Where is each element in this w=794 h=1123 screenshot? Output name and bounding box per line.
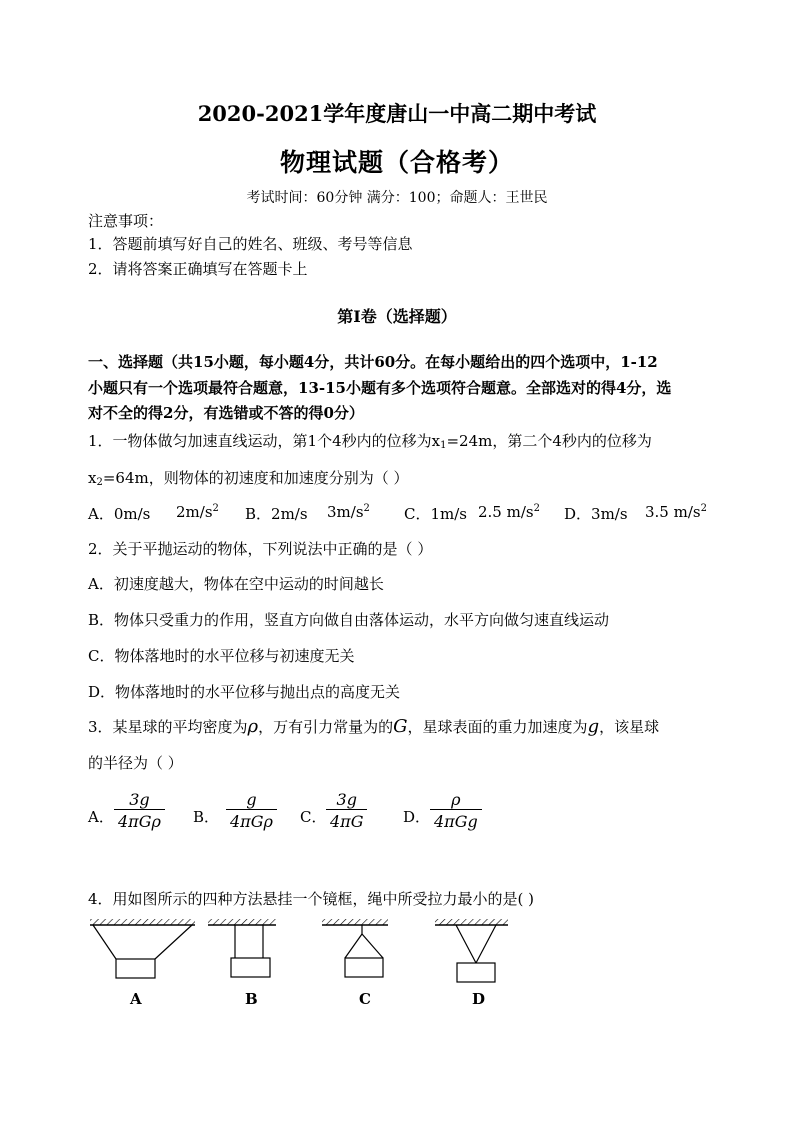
rope-left: [93, 925, 116, 959]
q4-figure-a: [90, 919, 195, 978]
section-instruction-line-1: 一、选择题（共15小题，每小题4分，共计60分。在每小题给出的四个选项中，1-12: [88, 353, 658, 371]
q3-option-b-numerator: g: [246, 790, 257, 809]
exam-meta: 考试时间：60分钟 满分：100；命题人：王世民: [246, 190, 548, 206]
note-item-1: 1．答题前填写好自己的姓名、班级、考号等信息: [88, 235, 413, 253]
q2-option-c: C．物体落地时的水平位移与初速度无关: [88, 647, 355, 665]
frame-box: [457, 963, 495, 982]
ceiling-hatch: [208, 919, 276, 925]
q3-option-c-denominator: 4πG: [326, 809, 367, 831]
rope-right: [476, 925, 496, 963]
q4-figure-label-b: B: [245, 990, 258, 1008]
q1-option-b-value: $3m/s^2$: [327, 503, 370, 521]
q3-option-b-fraction: [226, 790, 277, 831]
q1-option-b: B．2m/s: [245, 505, 308, 523]
q3-option-b-denominator: 4πGρ: [226, 809, 277, 831]
q3-option-d-label: D．: [403, 808, 431, 826]
q3-option-a-fraction: [114, 790, 165, 831]
q3-option-b-label: B．: [193, 808, 220, 826]
q1-option-c: C．1m/s: [404, 505, 467, 523]
note-item-2: 2．请将答案正确填写在答题卡上: [88, 260, 308, 278]
q1-option-a: A．0m/s: [88, 505, 151, 523]
q1-stem-line-1: 1．一物体做匀加速直线运动，第1个4秒内的位移为$x_1=24m$，第二个4秒内的位移为: [88, 432, 652, 451]
exam-subtitle: 物理试题（合格考）: [279, 148, 514, 177]
notes-heading: 注意事项：: [88, 212, 164, 230]
frame-box: [345, 958, 383, 977]
q3-option-a-numerator: 3g: [129, 790, 150, 809]
q3-stem-line-2: 的半径为（ ）: [88, 754, 183, 772]
q3-option-c-fraction: [326, 790, 367, 831]
section-instruction-line-3: 对不全的得2分，有选错或不答的得0分）: [88, 404, 364, 422]
q4-figure-d: [435, 919, 508, 982]
q4-figure: [85, 918, 515, 993]
q3-option-a-label: A．: [88, 808, 114, 826]
q4-figure-label-a: A: [130, 990, 142, 1008]
rope-left: [345, 934, 362, 958]
q2-option-a: A．初速度越大，物体在空中运动的时间越长: [88, 575, 384, 593]
q2-option-d: D．物体落地时的水平位移与抛出点的高度无关: [88, 683, 401, 701]
q2-option-b: B．物体只受重力的作用，竖直方向做自由落体运动，水平方向做匀速直线运动: [88, 611, 610, 629]
section-title: 第Ⅰ卷（选择题）: [337, 307, 457, 326]
q3-option-c-label: C．: [300, 808, 327, 826]
rope-left: [456, 925, 476, 963]
ceiling-hatch: [435, 919, 508, 925]
q4-stem: 4．用如图所示的四种方法悬挂一个镜框，绳中所受拉力最小的是( ): [88, 890, 535, 908]
q1-option-a-value: $2m/s^2$: [176, 503, 219, 521]
q2-stem: 2．关于平抛运动的物体，下列说法中正确的是（ ）: [88, 540, 433, 558]
q4-figure-c: [322, 919, 388, 977]
q1-option-c-value: 2.5 $m/s^2$: [478, 503, 540, 521]
q1-option-d-value: 3.5 $m/s^2$: [645, 503, 707, 521]
section-instruction-line-2: 小题只有一个选项最符合题意，13-15小题有多个选项符合题意。全部选对的得4分，选: [88, 379, 672, 397]
exam-title: 2020-2021学年度唐山一中高二期中考试: [197, 101, 597, 126]
frame-box: [116, 959, 155, 978]
q3-stem-line-1: 3．某星球的平均密度为ρ，万有引力常量为的G，星球表面的重力加速度为g，该星球: [88, 716, 660, 737]
q3-option-d-numerator: ρ: [451, 790, 461, 809]
q1-option-d: D．3m/s: [564, 505, 628, 523]
q3-option-a-denominator: 4πGρ: [114, 809, 165, 831]
q1-stem-line-2: $x_2=64m$，则物体的初速度和加速度分别为（ ）: [88, 469, 409, 488]
q4-figure-b: [208, 919, 276, 977]
q3-option-c-numerator: 3g: [336, 790, 357, 809]
rope-right: [155, 925, 192, 959]
ceiling-hatch: [322, 919, 388, 925]
frame-box: [231, 958, 270, 977]
q4-figure-label-d: D: [472, 990, 486, 1008]
q3-option-d-denominator: 4πGg: [430, 809, 482, 831]
ceiling-hatch: [90, 919, 195, 925]
rope-right: [362, 934, 383, 958]
q4-figure-label-c: C: [359, 990, 371, 1008]
q3-option-d-fraction: [430, 790, 482, 831]
